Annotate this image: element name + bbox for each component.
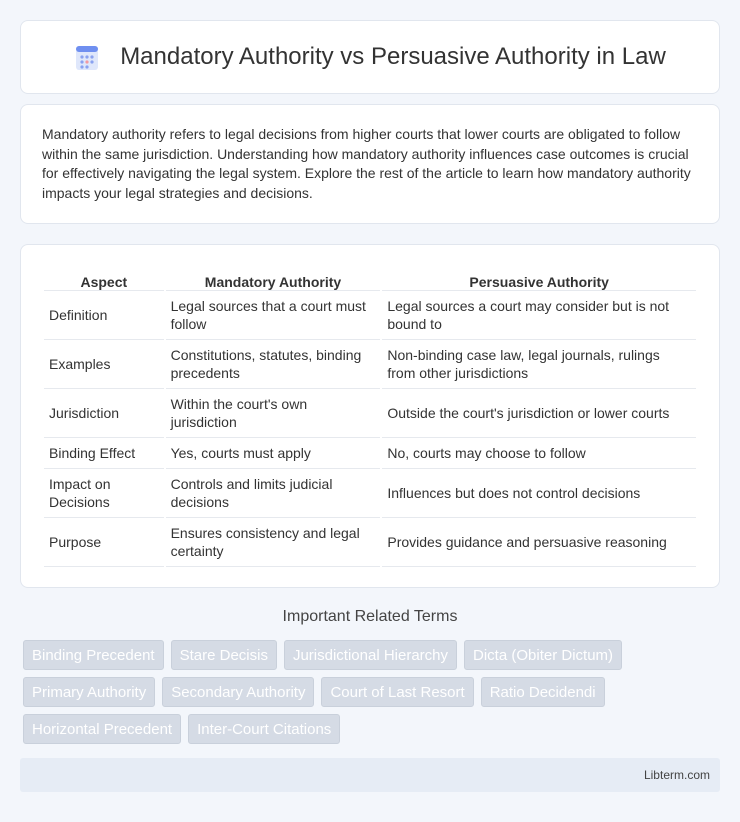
column-header: Persuasive Authority bbox=[382, 265, 696, 291]
related-term-tag[interactable]: Dicta (Obiter Dictum) bbox=[464, 640, 622, 670]
table-cell: Legal sources a court may consider but is not bound to bbox=[382, 291, 696, 340]
table-row bbox=[44, 340, 696, 389]
table-row bbox=[44, 291, 696, 340]
footer bbox=[20, 758, 720, 792]
comparison-table bbox=[42, 265, 698, 567]
table-cell: Within the court's own jurisdiction bbox=[166, 389, 381, 438]
related-term-tag[interactable]: Ratio Decidendi bbox=[481, 677, 605, 707]
table-cell: Influences but does not control decisions bbox=[382, 469, 696, 518]
document-icon bbox=[74, 43, 100, 71]
related-term-tag[interactable]: Primary Authority bbox=[23, 677, 155, 707]
related-term-tag[interactable]: Horizontal Precedent bbox=[23, 714, 181, 744]
title-wrap bbox=[74, 43, 666, 71]
related-term-tag[interactable]: Secondary Authority bbox=[162, 677, 314, 707]
header-card bbox=[20, 20, 720, 94]
related-term-tag[interactable]: Stare Decisis bbox=[171, 640, 277, 670]
page-title: Mandatory Authority vs Persuasive Authority in Law bbox=[120, 43, 666, 70]
table-row bbox=[44, 518, 696, 567]
table-cell: Provides guidance and persuasive reasoning bbox=[382, 518, 696, 567]
table-cell: Impact on Decisions bbox=[44, 469, 164, 518]
table-row bbox=[44, 438, 696, 469]
table-cell: Purpose bbox=[44, 518, 164, 567]
table-cell: Binding Effect bbox=[44, 438, 164, 469]
table-cell: Ensures consistency and legal certainty bbox=[166, 518, 381, 567]
table-cell: Legal sources that a court must follow bbox=[166, 291, 381, 340]
intro-card bbox=[20, 104, 720, 224]
table-header-row bbox=[44, 265, 696, 291]
table-cell: Jurisdiction bbox=[44, 389, 164, 438]
table-cell: Definition bbox=[44, 291, 164, 340]
related-terms-title: Important Related Terms bbox=[282, 608, 458, 625]
table-cell: Controls and limits judicial decisions bbox=[166, 469, 381, 518]
related-term-tag[interactable]: Jurisdictional Hierarchy bbox=[284, 640, 457, 670]
table-row bbox=[44, 469, 696, 518]
table-cell: No, courts may choose to follow bbox=[382, 438, 696, 469]
table-cell: Examples bbox=[44, 340, 164, 389]
related-term-tag[interactable]: Court of Last Resort bbox=[321, 677, 473, 707]
table-row bbox=[44, 389, 696, 438]
table-cell: Yes, courts must apply bbox=[166, 438, 381, 469]
table-cell: Non-binding case law, legal journals, rulings from other jurisdictions bbox=[382, 340, 696, 389]
footer-site-link[interactable]: Libterm.com bbox=[643, 768, 710, 782]
comparison-table-card bbox=[20, 244, 720, 588]
column-header: Aspect bbox=[44, 265, 164, 291]
table-cell: Outside the court's jurisdiction or lower courts bbox=[382, 389, 696, 438]
table-cell: Constitutions, statutes, binding precedents bbox=[166, 340, 381, 389]
column-header: Mandatory Authority bbox=[166, 265, 381, 291]
related-term-tag[interactable]: Binding Precedent bbox=[23, 640, 164, 670]
intro-paragraph: Mandatory authority refers to legal decisions from higher courts that lower courts are obligated to follow within the same jurisdiction. Understanding how mandatory authority influences case outcomes is crucial for effectively navigating the legal system. Explore the rest of the article to learn how mandatory authority impacts your legal strategies and decisions. bbox=[42, 126, 691, 201]
related-term-tag[interactable]: Inter-Court Citations bbox=[188, 714, 340, 744]
related-terms-tags bbox=[23, 640, 723, 744]
